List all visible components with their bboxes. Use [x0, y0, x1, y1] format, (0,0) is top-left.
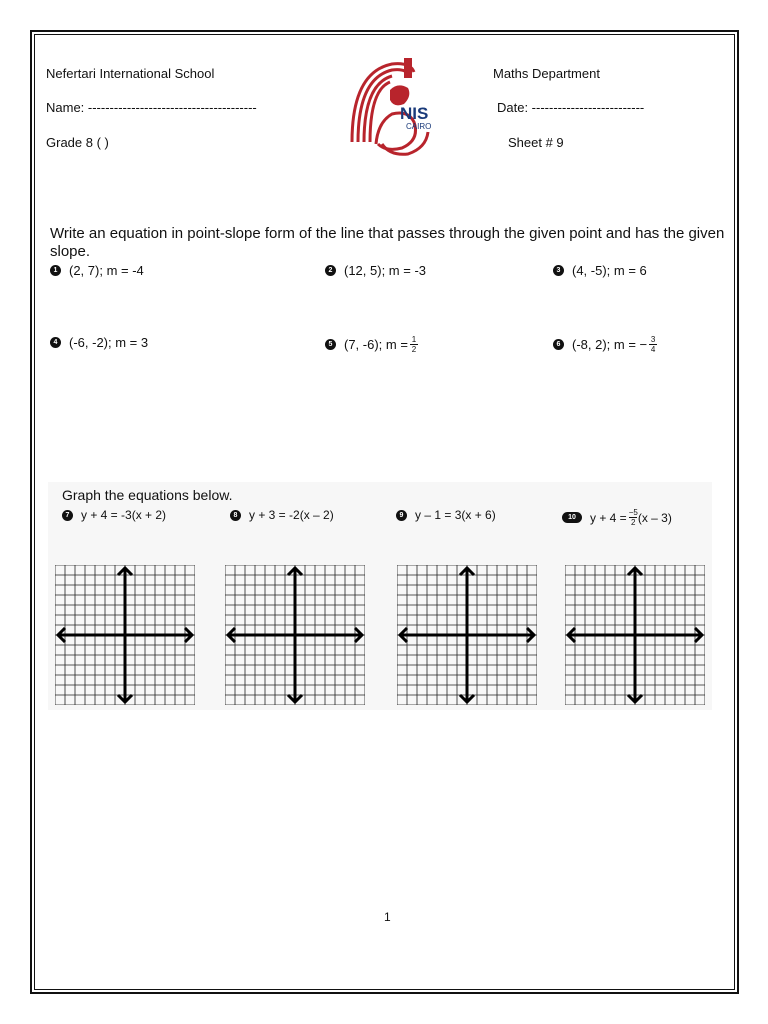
school-logo	[342, 52, 442, 162]
slope-fraction	[649, 335, 657, 354]
name-line: Name: ---------------------------------------	[46, 100, 257, 115]
problem-number: 8	[230, 510, 241, 521]
slope-fraction	[629, 508, 638, 527]
equation-text-left: y + 4 =	[590, 510, 627, 525]
equation-text: y + 4 = -3(x + 2)	[81, 508, 167, 522]
equation-text: y – 1 = 3(x + 6)	[415, 508, 496, 522]
fraction-denominator: 4	[650, 345, 656, 354]
equation-text-right: (x – 3)	[637, 510, 672, 525]
date-line: Date: --------------------------	[497, 100, 645, 115]
page-number: 1	[384, 910, 391, 924]
equation-9	[396, 508, 496, 522]
instruction-text: Write an equation in point-slope form of the line that passes through the given point and has the given slope.	[50, 225, 725, 260]
department-name: Maths Department	[493, 66, 600, 81]
problem-number: 5	[325, 339, 336, 350]
problem-number: 2	[325, 265, 336, 276]
fraction-denominator: 2	[631, 518, 636, 527]
problem-4	[50, 335, 148, 350]
problem-2	[325, 263, 426, 278]
equation-text: y + 3 = -2(x – 2)	[249, 508, 334, 522]
problem-text: (4, -5); m = 6	[572, 263, 647, 278]
logo-text: NIS	[400, 104, 429, 123]
logo-subtext: CAIRO	[406, 122, 432, 131]
fraction-denominator: 2	[411, 345, 417, 354]
problem-number: 3	[553, 265, 564, 276]
equation-8	[230, 508, 334, 522]
sheet-number: Sheet # 9	[508, 135, 564, 150]
equation-10	[562, 508, 672, 527]
problem-text: (12, 5); m = -3	[344, 263, 426, 278]
graph-section-title: Graph the equations below.	[62, 487, 233, 503]
problem-text: (7, -6); m =	[344, 337, 408, 352]
problem-number: 1	[50, 265, 61, 276]
problem-5	[325, 335, 418, 354]
problem-text: (-6, -2); m = 3	[69, 335, 149, 350]
problem-number: 7	[62, 510, 73, 521]
grade-line: Grade 8 ( )	[46, 135, 109, 150]
problem-1	[50, 263, 144, 278]
problem-number: 9	[396, 510, 407, 521]
fraction-numerator: 3	[650, 335, 656, 344]
coordinate-grid-9[interactable]	[397, 565, 537, 705]
problem-text: (-8, 2); m = −	[572, 337, 648, 352]
coordinate-grid-8[interactable]	[225, 565, 365, 705]
fraction-numerator: −5	[628, 508, 638, 517]
coordinate-grid-10[interactable]	[565, 565, 705, 705]
fraction-numerator: 1	[411, 335, 417, 344]
slope-fraction	[410, 335, 418, 354]
problem-number: 10	[562, 512, 582, 523]
problem-3	[553, 263, 647, 278]
problem-text: (2, 7); m = -4	[69, 263, 144, 278]
problem-6	[553, 335, 657, 354]
equation-7	[62, 508, 166, 522]
problem-number: 4	[50, 337, 61, 348]
problem-number: 6	[553, 339, 564, 350]
school-name: Nefertari International School	[46, 66, 215, 81]
coordinate-grid-7[interactable]	[55, 565, 195, 705]
